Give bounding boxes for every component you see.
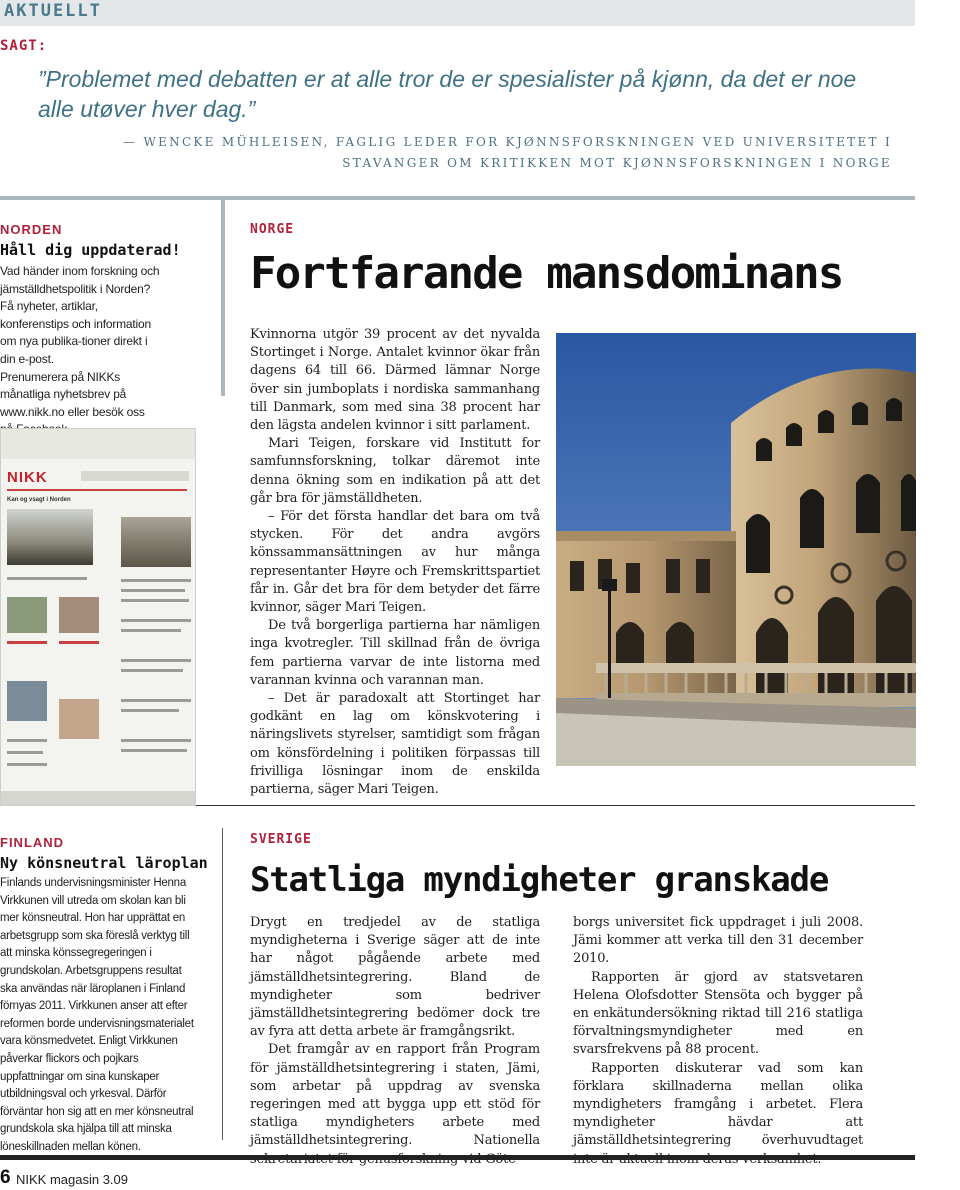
nordic-body [0,263,160,439]
norway-body [250,326,540,799]
norway-title: Fortfarande mansdominans [250,248,843,299]
website-heading: Kan og vsagt i Norden [7,497,71,503]
magazine-name: NIKK magasin 3.09 [16,1172,129,1187]
nordic-paragraph: Få nyheter, artiklar, konferenstips och information om nya publika-tioner direkt i din e-post. [0,299,151,366]
quote-text: ”Problemet med debatten er at alle tror de er spesialister på kjønn, da det er noe alle utøver hver dag.” [38,66,857,122]
nikk-logo: NIKK [7,469,48,486]
nordic-kicker: NORDEN [0,222,63,237]
section-title: AKTUELLT [4,1,102,21]
sweden-paragraph: borgs universitet fick uppdraget i juli 2008. Jämi kommer att verka till den 31 december 2010. [573,915,863,967]
nikk-website-screenshot [0,428,196,806]
nordic-title: Håll dig uppdaterad! [0,241,181,259]
column-divider [222,828,223,1140]
divider-sidebar [221,196,225,396]
divider-top [0,196,915,200]
norway-paragraph: Mari Teigen, forskare vid Institutt for samfunnsforskning, tolkar däremot inte denna ökning som en indikation på att det går bra för jämställdheten. [250,436,540,506]
nordic-paragraph: Prenumerera på NIKKs månatliga nyhetsbrev på www.nikk.no eller besök oss [0,369,145,419]
finland-title: Ny könsneutral läroplan [0,854,208,872]
parliament-photo [556,333,916,766]
norway-kicker: NORGE [250,222,295,237]
norway-paragraph: – För det första handlar det bara om två stycken. För det andra avgörs könssammansättningen av hur många representanter Høyre och Fremskrittspartiet får in. Går det bra för dem betyder det färre kvinnor, säger Mari Teigen. [250,509,540,616]
finland-body: Finlands undervisningsminister Henna Virkkunen vill utreda om skolan kan bli mer könsneutral. Hon har upprättat en arbetsgrupp som ska föreslå verktyg till att minska könssegregeringen i grundskolan. Arbetsgruppens resultat ska användas när läroplanen i Finland förnyas 2011. Virkkunen anser att efter reformen borde undervisningsmaterialet vara könsmedvetet. Enligt Virkkunen påverkar flickors och pojkars uppfattningar om sina kunskaper utbildningsval och yrkesval. Därför förväntar hon sig att en mer könsneutral grundskola ska hjälpa till att minska löneskillnaden mellan könen. [0,877,194,1153]
sweden-paragraph: Drygt en tredjedel av de statliga myndigheterna i Sverige säger att de inte har något pågående arbete med jämställdhetsintegrering. Bland de myndigheter som bedriver jämställdhetsintegrering bedömer dock tre av fyra att detta arbete är framgångsrikt. [250,915,540,1040]
sweden-column-1 [250,914,540,1169]
sweden-paragraph: Det framgår av en rapport från Program för jämställdhetsintegrering i staten, Jämi, som arbetar på uppdrag av svenska regeringen med att bygga upp ett stöd för statliga myndigheters arbete med jämställdhetsintegrering. Nationella [250,1042,540,1149]
norway-paragraph: – Det är paradoxalt att Stortinget har godkänt en lag om könskvotering i näringslivets styrelser, samtidigt som frågan om könsfördelning i politiken förpassas till frivilliga lösningar inom de enskilda partierna, säger Mari Teigen. [250,691,540,798]
norway-paragraph: De två borgerliga partierna har nämligen inga kvotregler. Till skillnad från de övriga fem partierna varvar de inte listorna med varannan kvinna och varannan man. [250,618,540,688]
quote-attribution: — WENCKE MÜHLEISEN, FAGLIG LEDER FOR KJØNNSFORSKNINGEN VED UNIVERSITETET I STAVANGER OM KRITIKKEN MOT KJØNNSFORSKNINGEN I NORGE [123,135,892,170]
sweden-kicker: SVERIGE [250,832,312,847]
sweden-paragraph: Rapporten diskuterar vad som kan förklara skillnaderna mellan olika myndigheters framgång i arbetet. Flera myndigheter hävdar att jämställdhetsintegrering överhuvudtaget [573,1060,863,1149]
section-header-bar [0,0,915,26]
finland-kicker: FINLAND [0,835,65,850]
sweden-title: Statliga myndigheter granskade [250,860,829,900]
page-number: 6 [0,1167,11,1188]
sweden-paragraph: Rapporten är gjord av statsvetaren Helena Olofsdotter Stensöta och bygger på en enkätundersökning riktad till 216 statliga förvaltningsmyndigheter med en svarsfrekvens på 88 procent. [573,969,863,1058]
nordic-paragraph: Vad händer inom forskning och jämställdhetspolitik i Norden? [0,264,160,296]
norway-paragraph: Kvinnorna utgör 39 procent av det nyvalda Stortinget i Norge. Antalet kvinnor ökar från dagens 64 till 66. Därmed lämnar Norge över sin jumboplats i nordiska sammanhang till Danmark, som med sina 38 procent har den lägsta andelen kvinnor i sitt parlament. [250,327,540,434]
quote-label: SAGT: [0,38,48,54]
footer-rule [0,1155,915,1160]
sweden-column-2 [573,914,863,1169]
